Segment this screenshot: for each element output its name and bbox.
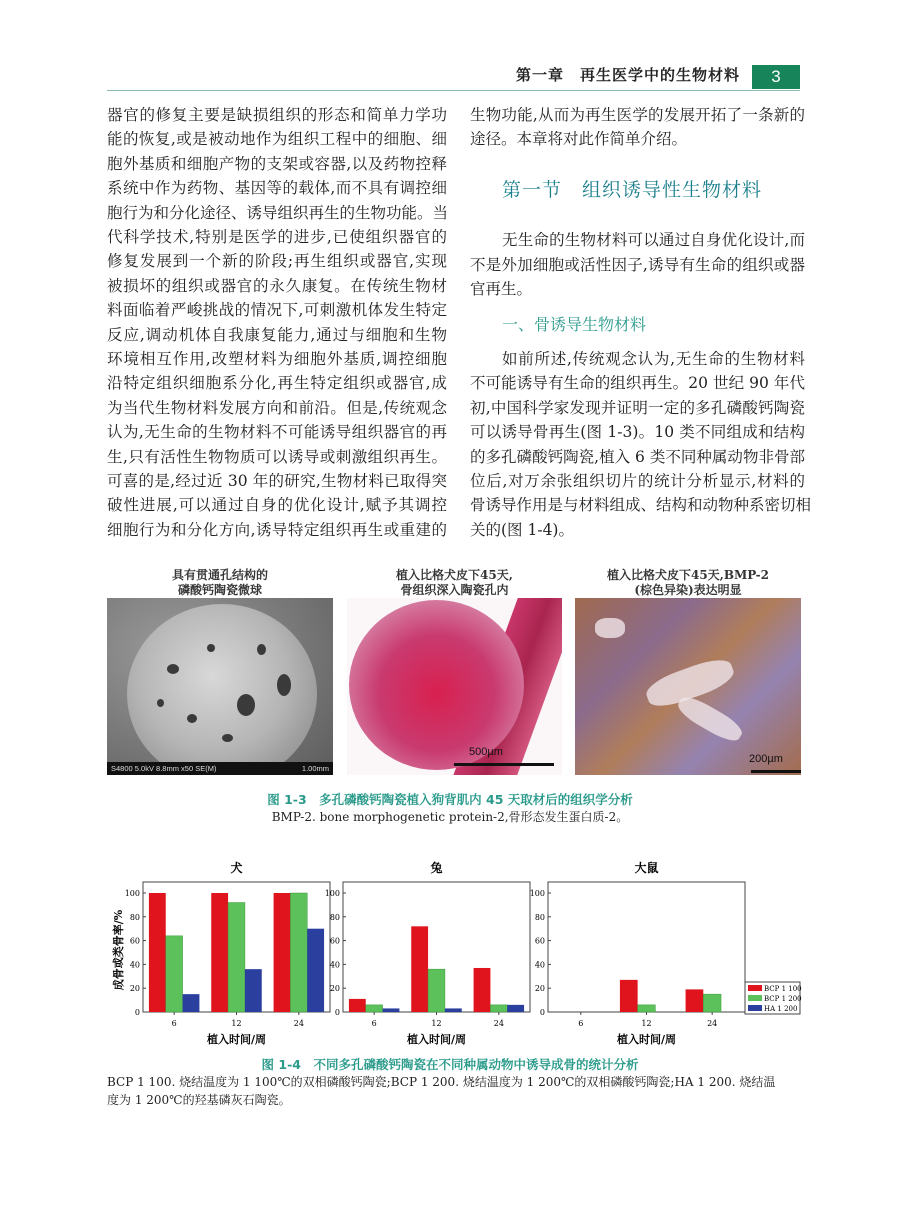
fig13-panel2-caption: 植入比格犬皮下45天, 骨组织深入陶瓷孔内 <box>396 568 513 597</box>
x-tick-label: 6 <box>171 1019 177 1028</box>
y-tick-label: 0 <box>134 1008 140 1017</box>
panel-title: 兔 <box>430 861 443 875</box>
y-tick-label: 40 <box>329 960 340 970</box>
bar-bcp-1-200 <box>166 936 183 1012</box>
bar-bcp-1-200 <box>290 893 307 1012</box>
y-tick-label: 100 <box>324 889 340 898</box>
scale-label: 200µm <box>749 753 783 765</box>
x-tick-label: 6 <box>371 1019 377 1028</box>
bar-bcp-1-100 <box>349 999 366 1012</box>
text-line: 能的恢复,或是被动地作为组织工程中的细胞、细 <box>107 130 447 149</box>
text-line: 胞行为和分化途径、诱导组织再生的生物功能。当 <box>107 203 449 222</box>
plot-frame <box>548 882 745 1012</box>
y-tick-label: 80 <box>329 912 340 922</box>
text-line: 器官的修复主要是缺损组织的形态和简单力学功 <box>107 106 447 124</box>
text-line: 环境相互作用,改塑材料为细胞外基质,调控细胞 <box>107 350 447 368</box>
text-line: 料面临着严峻挑战的情况下,可刺激机体发生特定 <box>107 301 447 320</box>
x-tick-label: 24 <box>493 1019 504 1028</box>
bar-ha-1-200 <box>183 994 200 1012</box>
bar-bcp-1-100 <box>620 980 638 1012</box>
legend-label: BCP 1 200 <box>764 995 802 1003</box>
text-line: 沿特定组织细胞系分化,再生特定组织或器官,成 <box>107 374 447 393</box>
legend-swatch <box>748 985 762 991</box>
osteoinduction-bar-chart <box>0 850 900 1055</box>
text-line: 如前所述,传统观念认为,无生命的生物材料 <box>502 350 805 368</box>
legend-label: BCP 1 100 <box>764 985 802 993</box>
histology-image <box>347 598 562 775</box>
legend-label: HA 1 200 <box>764 1005 798 1013</box>
bar-ha-1-200 <box>245 969 262 1012</box>
y-tick-label: 100 <box>124 889 140 898</box>
bar-bcp-1-100 <box>274 893 291 1012</box>
x-tick-label: 24 <box>707 1019 718 1028</box>
x-axis-label: 植入时间/周 <box>406 1033 467 1046</box>
y-tick-label: 20 <box>534 984 545 994</box>
fig14-title: 图 1-4 不同多孔磷酸钙陶瓷在不同种属动物中诱导成骨的统计分析 <box>261 1057 639 1072</box>
text-line: 认为,无生命的生物材料不可能诱导组织器官的再 <box>107 423 447 442</box>
fig13-note: BMP-2. bone morphogenetic protein-2,骨形态发生蛋白质-2。 <box>271 810 629 824</box>
section-heading: 第一节 组织诱导性生物材料 <box>502 179 763 201</box>
legend-swatch <box>748 1005 762 1011</box>
header-divider <box>107 90 800 91</box>
text-line: 生物功能,从而为再生医学的发展开拓了一条新的 <box>470 106 805 124</box>
text-line: 可以诱导骨再生(图 1-3)。10 类不同组成和结构 <box>470 423 805 442</box>
bar-bcp-1-200 <box>490 1005 507 1012</box>
fig13-panel1-caption: 具有贯通孔结构的 磷酸钙陶瓷微球 <box>171 568 268 597</box>
bar-bcp-1-200 <box>366 1005 383 1012</box>
y-tick-label: 40 <box>129 960 140 970</box>
scale-bar <box>454 763 554 766</box>
x-tick-label: 12 <box>431 1019 442 1028</box>
y-tick-label: 60 <box>129 936 140 946</box>
bar-bcp-1-100 <box>411 926 428 1012</box>
fig14-note-line2: 度为 1 200℃的羟基磷灰石陶瓷。 <box>107 1093 291 1107</box>
x-tick-label: 24 <box>293 1019 304 1028</box>
bar-ha-1-200 <box>445 1008 462 1012</box>
y-tick-label: 0 <box>539 1008 545 1017</box>
fig13-panel3-caption: 植入比格犬皮下45天,BMP-2 (棕色异染)表达明显 <box>606 568 769 597</box>
bar-bcp-1-100 <box>686 989 704 1012</box>
text-line: 系统中作为药物、基因等的载体,而不具有调控细 <box>107 179 447 198</box>
y-tick-label: 60 <box>534 936 545 946</box>
scale-label: 500µm <box>469 746 503 758</box>
y-tick-label: 100 <box>529 889 545 898</box>
text-line: 的多孔磷酸钙陶瓷,植入 6 类不同种属动物非骨部 <box>470 447 805 466</box>
text-line: 代科学技术,特别是医学的进步,已使组织器官的 <box>107 228 447 246</box>
bar-bcp-1-200 <box>228 903 245 1012</box>
bar-bcp-1-200 <box>638 1005 656 1012</box>
text-line: 被损坏的组织或器官的永久康复。在传统生物材 <box>107 276 447 295</box>
fig14-note-line1: BCP 1 100. 烧结温度为 1 100℃的双相磷酸钙陶瓷;BCP 1 200. 烧结温度为 1 200℃的双相磷酸钙陶瓷;HA 1 200. 烧结温 <box>107 1075 776 1089</box>
bmp2-stain-image <box>575 598 801 775</box>
bar-ha-1-200 <box>383 1008 400 1012</box>
text-line: 反应,调动机体自我康复能力,通过与细胞和生物 <box>107 325 447 344</box>
text-line: 初,中国科学家发现并证明一定的多孔磷酸钙陶瓷 <box>470 398 805 417</box>
scale-bar <box>751 770 801 773</box>
y-tick-label: 0 <box>334 1008 340 1017</box>
bar-bcp-1-200 <box>428 969 445 1012</box>
x-axis-label: 植入时间/周 <box>616 1033 677 1046</box>
x-axis-label: 植入时间/周 <box>206 1033 267 1046</box>
bar-bcp-1-100 <box>149 893 166 1012</box>
text-line: 途径。本章将对此作简单介绍。 <box>470 130 688 148</box>
text-line: 关的(图 1-4)。 <box>470 520 574 539</box>
panel-title: 大鼠 <box>634 861 659 875</box>
text-line: 不可能诱导有生命的组织再生。20 世纪 90 年代 <box>470 374 805 393</box>
bar-ha-1-200 <box>307 929 324 1012</box>
legend-swatch <box>748 995 762 1001</box>
fig13-title: 图 1-3 多孔磷酸钙陶瓷植入狗背肌内 45 天取材后的组织学分析 <box>267 792 633 807</box>
bar-ha-1-200 <box>507 1005 524 1012</box>
page-number: 3 <box>752 65 800 89</box>
text-line: 骨诱导作用是与材料组成、结构和动物种系密切相 <box>470 496 812 515</box>
x-tick-label: 12 <box>231 1019 242 1028</box>
bar-bcp-1-100 <box>211 893 228 1012</box>
y-tick-label: 80 <box>534 912 545 922</box>
y-tick-label: 20 <box>129 984 140 994</box>
text-line: 细胞行为和分化方向,诱导特定组织再生或重建的 <box>107 520 447 539</box>
x-tick-label: 6 <box>578 1019 584 1028</box>
text-line: 修复发展到一个新的阶段;再生组织或器官,实现 <box>107 252 447 271</box>
chapter-title: 第一章 再生医学中的生物材料 <box>515 66 740 84</box>
sem-microsphere-image <box>107 598 333 775</box>
text-line: 无生命的生物材料可以通过自身优化设计,而 <box>502 231 805 249</box>
x-tick-label: 12 <box>641 1019 652 1028</box>
y-tick-label: 20 <box>329 984 340 994</box>
text-line: 生,只有活性生物物质可以诱导或刺激组织再生。 <box>107 447 447 466</box>
text-line: 位后,对万余张组织切片的统计分析显示,材料的 <box>470 472 805 490</box>
bar-bcp-1-200 <box>703 994 721 1012</box>
text-line: 胞外基质和细胞产物的支架或容器,以及药物控释 <box>107 154 447 173</box>
y-tick-label: 80 <box>129 912 140 922</box>
text-line: 不是外加细胞或活性因子,诱导有生命的组织或器 <box>470 256 805 274</box>
subheading: 一、骨诱导生物材料 <box>502 315 647 334</box>
y-axis-label: 成骨或类骨率/% <box>112 909 125 991</box>
text-line: 官再生。 <box>470 280 533 298</box>
panel-title: 犬 <box>230 861 243 875</box>
bar-bcp-1-100 <box>474 968 491 1012</box>
text-line: 可喜的是,经过近 30 年的研究,生物材料已取得突 <box>107 472 447 490</box>
y-tick-label: 40 <box>534 960 545 970</box>
text-line: 破性进展,可以通过自身的优化设计,赋予其调控 <box>107 496 447 515</box>
text-line: 为当代生物材料发展方向和前沿。但是,传统观念 <box>107 398 447 417</box>
sem-info-bar: S4800 5.0kV 8.8mm x50 SE(M) 1.00mm <box>107 762 333 775</box>
y-tick-label: 60 <box>329 936 340 946</box>
